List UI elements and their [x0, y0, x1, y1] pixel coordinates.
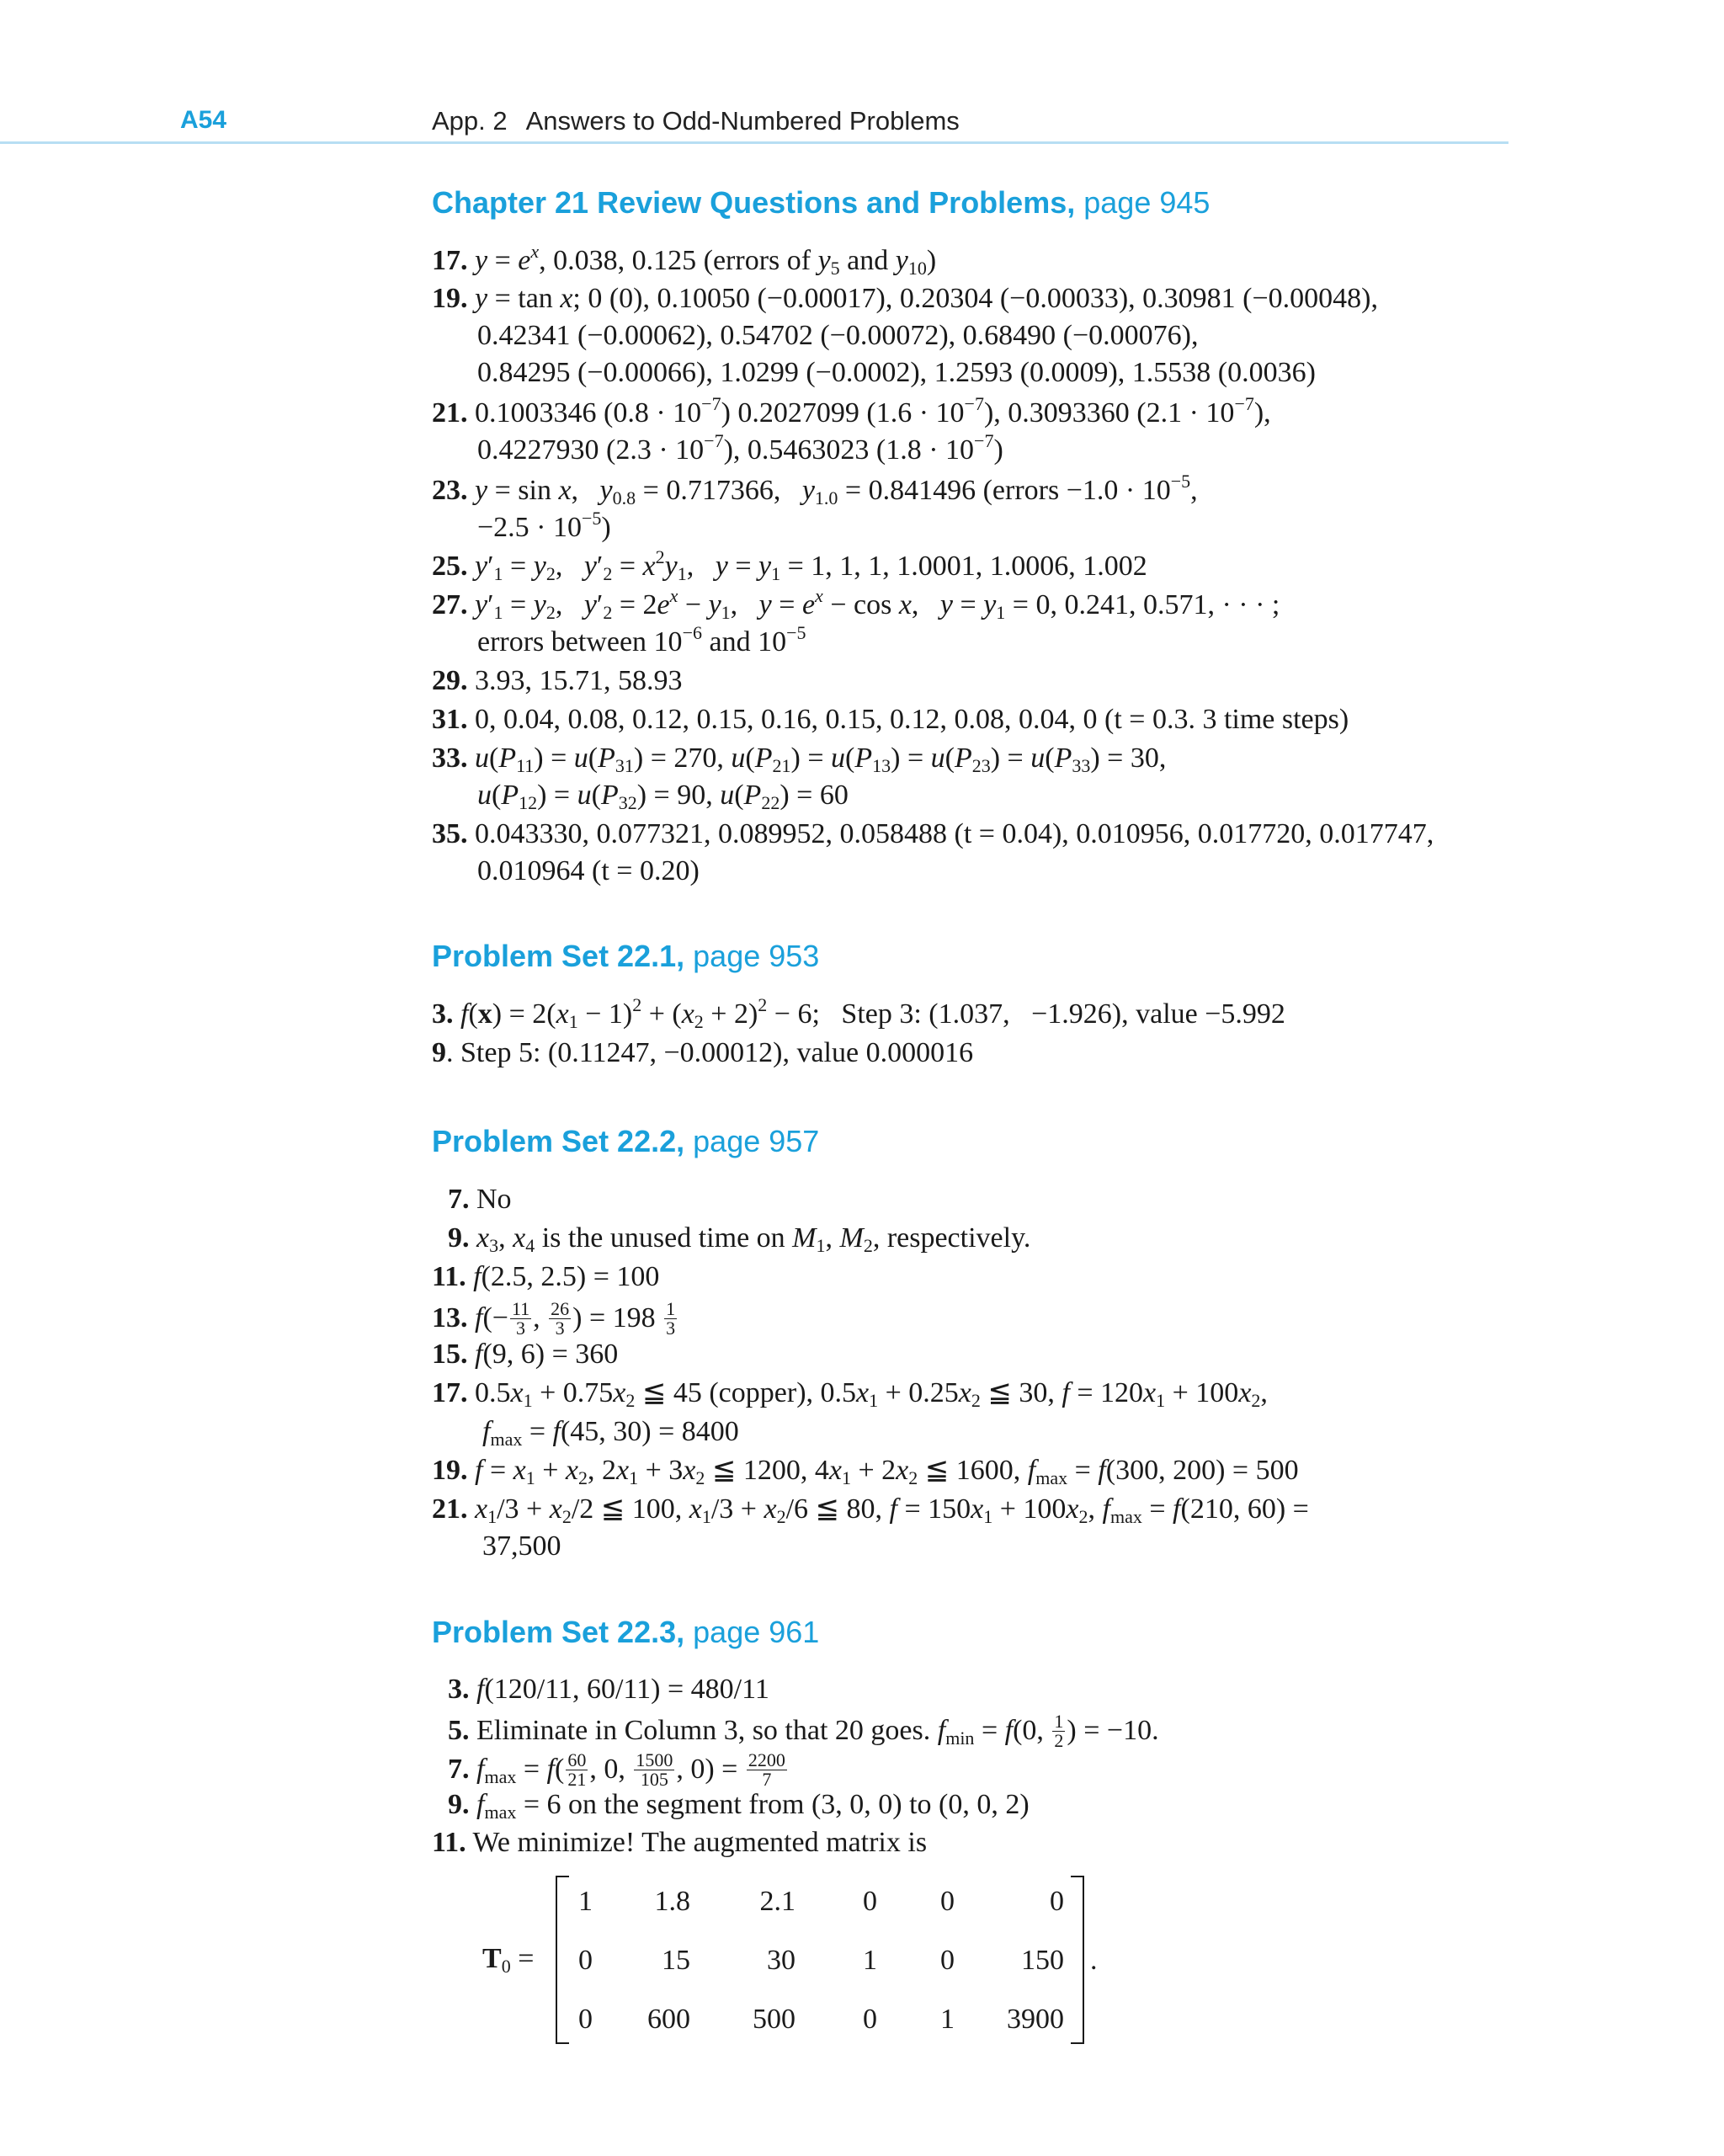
answer-27-cont: errors between $10^{-6}$ and $10^{-5}$	[477, 622, 806, 657]
answer-22-3-5: 5. Eliminate in Column 3, so that 20 goes. $f_{min} = f(0$, $\frac{1}{2}$ ) = −10.	[448, 1711, 1159, 1751]
answer-22-2-21: 21. $x_1/3 + x_2/2$ ≦ 100, $x_1/3 + x_2/6$ ≦ 80, $f = 150x_1 + 100x_2$, $f_{max} = f(210$, 60) =	[432, 1493, 1309, 1527]
matrix-cell: 150	[1021, 1945, 1064, 1976]
answer-23: 23. y = sin x, $y_{0.8} = 0.717366$, $y_{1.0} = 0.841496$ (errors $-1.0 \cdot 10^{-5}$,	[432, 471, 1198, 508]
answer-35: 35. 0.043330, 0.077321, 0.089952, 0.058488 (t = 0.04), 0.010956, 0.017720, 0.017747,	[432, 818, 1434, 849]
section-title: Problem Set 22.2,	[432, 1124, 685, 1158]
matrix-cell: 0	[940, 1945, 955, 1976]
answer-22-1-3: 3. $f(x) = 2(x_1 - 1)^2 + (x_2 + 2)^2 - 6$; Step 3: (1.037, −1.926), value −5.992	[432, 994, 1285, 1032]
section-page: page 961	[693, 1615, 820, 1649]
matrix-cell: 0	[578, 1945, 593, 1976]
matrix-cell: 500	[753, 2004, 795, 2035]
answer-35-cont: 0.010964 (t = 0.20)	[477, 855, 700, 886]
section-title: Chapter 21 Review Questions and Problems,	[432, 185, 1076, 220]
answer-33-cont: $u(P_{12}) = u(P_{32}) = 90$, $u(P_{22}) = 60$	[477, 780, 849, 813]
matrix-cell: 600	[647, 2004, 690, 2035]
matrix-cell: 1	[863, 1945, 877, 1976]
matrix-cell: 1	[578, 1886, 593, 1917]
section-title: Problem Set 22.3,	[432, 1615, 685, 1649]
matrix-cell: 3900	[1007, 2004, 1064, 2035]
matrix-cell: 0	[863, 1886, 877, 1917]
answer-19: 19. y = tan x; 0 (0), 0.10050 (−0.00017), 0.20304 (−0.00033), 0.30981 (−0.00048),	[432, 283, 1378, 314]
matrix-cell: 30	[767, 1945, 795, 1976]
answer-27: 27. $y'_1 = y_2$, $y'_2 = 2e^x - y_1$, $y = e^x - \cos x$, $y = y_1 = 0$, 0.241, 0.571, · · · ;	[432, 585, 1280, 623]
section-title: Problem Set 22.1,	[432, 939, 685, 973]
answer-25: 25. $y'_1 = y_2$, $y'_2 = x^2y_1$, $y = y_1 = 1$, 1, 1, 1.0001, 1.0006, 1.002	[432, 546, 1147, 584]
matrix-cell: 1.8	[654, 1886, 690, 1917]
answer-22-2-21-cont: 37,500	[482, 1530, 561, 1562]
matrix-cell: 0	[1050, 1886, 1064, 1917]
answer-22-2-7: 7. No	[448, 1184, 512, 1215]
section-page: page 945	[1083, 185, 1211, 220]
answer-22-2-19: 19. $f = x_1 + x_2$, $2x_1 + 3x_2$ ≦ 1200, $4x_1 + 2x_2$ ≦ 1600, $f_{max} = f(300$, 200) = 500	[432, 1455, 1299, 1488]
matrix-label: $T_0$ =	[482, 1943, 535, 1977]
answer-22-2-17: 17. $0.5x_1 + 0.75x_2$ ≦ 45 (copper), $0.5x_1 + 0.25x_2$ ≦ 30, $f = 120x_1 + 100x_2$,	[432, 1377, 1268, 1411]
answer-22-2-17-cont: $f_{max} = f(45$, 30) = 8400	[482, 1416, 739, 1450]
answer-22-1-9: 9. Step 5: (0.11247, −0.00012), value 0.000016	[432, 1037, 974, 1068]
matrix-cell: 0	[940, 1886, 955, 1917]
running-head	[432, 106, 960, 136]
answer-17: 17. $y = e^x$, 0.038, 0.125 (errors of $y_5$ and $y_{10}$)	[432, 241, 937, 279]
answer-22-3-9: 9. $f_{max} = 6$ on the segment from (3, 0, 0) to (0, 0, 2)	[448, 1789, 1030, 1823]
answer-19-cont: 0.42341 (−0.00062), 0.54702 (−0.00072), 0.68490 (−0.00076),	[477, 320, 1199, 351]
matrix-cell: 15	[662, 1945, 690, 1976]
page-number: A54	[180, 106, 227, 134]
answer-31: 31. 0, 0.04, 0.08, 0.12, 0.15, 0.16, 0.15, 0.12, 0.08, 0.04, 0 (t = 0.3. 3 time steps)	[432, 704, 1349, 735]
matrix-cell: 1	[940, 2004, 955, 2035]
running-head-title: Answers to Odd-Numbered Problems	[525, 106, 960, 136]
matrix-cell: 0	[578, 2004, 593, 2035]
answer-22-3-11: 11. We minimize! The augmented matrix is	[432, 1827, 928, 1858]
running-head-app: App. 2	[432, 106, 508, 136]
answer-19-cont2: 0.84295 (−0.00066), 1.0299 (−0.0002), 1.2593 (0.0009), 1.5538 (0.0036)	[477, 357, 1316, 388]
answer-22-2-11: 11. f(2.5, 2.5) = 100	[432, 1261, 660, 1292]
answer-22-2-13: 13. f(− $\frac{11}{3}$ , $\frac{26}{3}$ ) = 198 $\frac{1}{3}$	[432, 1298, 676, 1339]
answer-21-cont: 0.4227930 $(2.3 \cdot 10^{-7})$, 0.5463023 $(1.8 \cdot 10^{-7})$	[477, 430, 1003, 466]
answer-22-3-7: 7. $f_{max} = f$( $\frac{60}{21}$ , 0, $\frac{1500}{105}$ , 0) = $\frac{2200}{7}$	[448, 1749, 785, 1790]
matrix-period: .	[1090, 1945, 1098, 1976]
running-header	[0, 99, 1508, 144]
matrix-cell: 0	[863, 2004, 877, 2035]
section-heading-ps223	[432, 1615, 819, 1650]
section-page: page 957	[693, 1124, 820, 1158]
section-heading-ch21	[432, 185, 1210, 221]
answer-22-2-9: 9. $x_3$, $x_4$ is the unused time on $M_1$, $M_2$, respectively.	[448, 1222, 1031, 1256]
answer-22-2-15: 15. f(9, 6) = 360	[432, 1339, 619, 1370]
answer-21: 21. 0.1003346 $(0.8 \cdot 10^{-7})$ 0.2027099 $(1.6 \cdot 10^{-7})$, 0.3093360 $(2.1 \cdot 10^{-7})$,	[432, 393, 1271, 429]
section-heading-ps222	[432, 1124, 819, 1159]
answer-33: 33. $u(P_{11}) = u(P_{31}) = 270$, $u(P_{21}) = u(P_{13}) = u(P_{23}) = u(P_{33}) = 30$,	[432, 743, 1167, 776]
answer-23-cont: $-2.5 \cdot 10^{-5}$)	[477, 508, 611, 543]
matrix-right-bracket	[1071, 1876, 1084, 2044]
matrix-cell: 2.1	[759, 1886, 795, 1917]
matrix-left-bracket	[556, 1876, 569, 2044]
answer-22-3-3: 3. f(120/11, 60/11) = 480/11	[448, 1674, 769, 1705]
answer-29: 29. 3.93, 15.71, 58.93	[432, 665, 683, 696]
section-heading-ps221	[432, 939, 819, 974]
section-page: page 953	[693, 939, 820, 973]
